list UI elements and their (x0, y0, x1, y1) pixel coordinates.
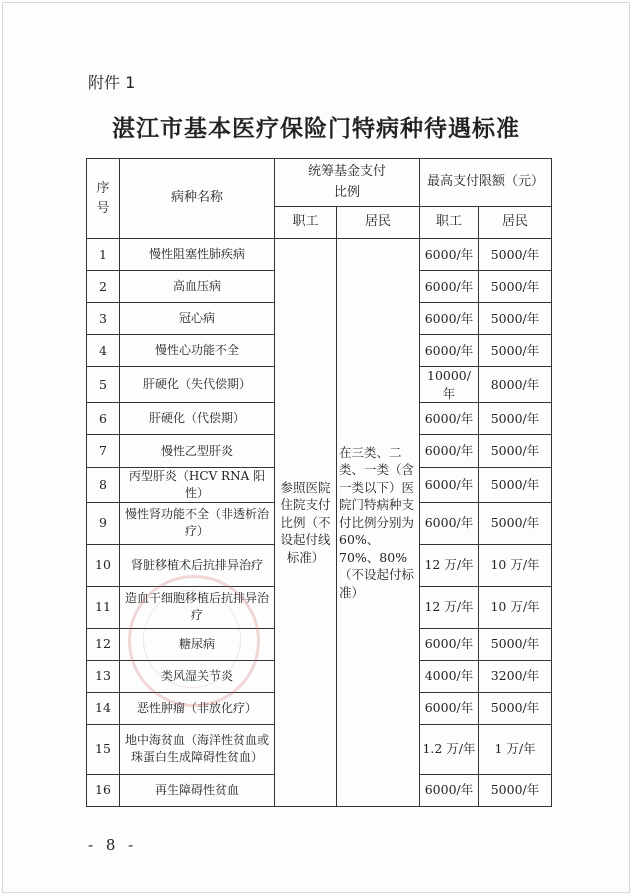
resident-max-limit: 10 万/年 (479, 544, 552, 586)
benefit-standard-table (86, 158, 552, 807)
disease-name: 慢性心功能不全 (120, 335, 275, 367)
employee-max-limit: 6000/年 (420, 468, 479, 503)
row-number: 8 (87, 468, 120, 503)
row-number: 9 (87, 502, 120, 544)
page-number: - 8 - (88, 836, 138, 854)
row-number: 2 (87, 271, 120, 303)
fund-employee-header: 职工 (275, 207, 337, 239)
disease-name: 丙型肝炎（HCV RNA 阳性） (120, 468, 275, 503)
limit-employee-header: 职工 (420, 207, 479, 239)
employee-max-limit: 6000/年 (420, 502, 479, 544)
disease-name: 类风湿关节炎 (120, 660, 275, 692)
disease-name: 肝硬化（失代偿期） (120, 367, 275, 403)
row-number: 4 (87, 335, 120, 367)
resident-max-limit: 5000/年 (479, 335, 552, 367)
employee-max-limit: 6000/年 (420, 628, 479, 660)
resident-max-limit: 5000/年 (479, 303, 552, 335)
employee-max-limit: 6000/年 (420, 303, 479, 335)
row-number: 1 (87, 239, 120, 271)
disease-name: 肝硬化（代偿期） (120, 403, 275, 435)
disease-name: 糖尿病 (120, 628, 275, 660)
resident-max-limit: 3200/年 (479, 660, 552, 692)
employee-max-limit: 6000/年 (420, 403, 479, 435)
row-number: 16 (87, 774, 120, 806)
resident-max-limit: 5000/年 (479, 692, 552, 724)
employee-max-limit: 12 万/年 (420, 586, 479, 628)
row-number: 12 (87, 628, 120, 660)
document-title: 湛江市基本医疗保险门特病种待遇标准 (112, 115, 520, 142)
employee-payment-ratio: 参照医院住院支付比例（不设起付线标准） (275, 239, 337, 807)
resident-max-limit: 1 万/年 (479, 724, 552, 774)
resident-max-limit: 5000/年 (479, 502, 552, 544)
limit-resident-header: 居民 (479, 207, 552, 239)
row-number: 5 (87, 367, 120, 403)
disease-name: 恶性肿瘤（非放化疗） (120, 692, 275, 724)
employee-max-limit: 10000/年 (420, 367, 479, 403)
resident-max-limit: 10 万/年 (479, 586, 552, 628)
row-number: 13 (87, 660, 120, 692)
disease-name: 肾脏移植术后抗排异治疗 (120, 544, 275, 586)
employee-max-limit: 6000/年 (420, 435, 479, 468)
resident-max-limit: 5000/年 (479, 468, 552, 503)
resident-max-limit: 5000/年 (479, 628, 552, 660)
disease-name: 慢性肾功能不全（非透析治疗） (120, 502, 275, 544)
disease-header: 病种名称 (120, 159, 275, 239)
resident-max-limit: 5000/年 (479, 435, 552, 468)
disease-name: 再生障碍性贫血 (120, 774, 275, 806)
resident-max-limit: 5000/年 (479, 403, 552, 435)
table-body (87, 159, 552, 807)
disease-name: 高血压病 (120, 271, 275, 303)
row-number: 7 (87, 435, 120, 468)
resident-max-limit: 5000/年 (479, 774, 552, 806)
row-number: 15 (87, 724, 120, 774)
disease-name: 慢性阻塞性肺疾病 (120, 239, 275, 271)
employee-max-limit: 6000/年 (420, 271, 479, 303)
row-number: 6 (87, 403, 120, 435)
disease-name: 冠心病 (120, 303, 275, 335)
resident-max-limit: 5000/年 (479, 271, 552, 303)
row-number: 10 (87, 544, 120, 586)
fund-resident-header: 居民 (337, 207, 420, 239)
employee-max-limit: 12 万/年 (420, 544, 479, 586)
table-row (87, 239, 552, 271)
employee-max-limit: 6000/年 (420, 692, 479, 724)
attachment-label: 附件 1 (88, 73, 136, 92)
row-number: 14 (87, 692, 120, 724)
disease-name: 地中海贫血（海洋性贫血或珠蛋白生成障碍性贫血） (120, 724, 275, 774)
employee-max-limit: 6000/年 (420, 774, 479, 806)
employee-max-limit: 6000/年 (420, 239, 479, 271)
resident-max-limit: 8000/年 (479, 367, 552, 403)
employee-max-limit: 4000/年 (420, 660, 479, 692)
seq-header: 序号 (87, 159, 120, 239)
resident-payment-ratio: 在三类、二类、一类（含一类以下）医院门特病种支付比例分别为60%、70%、80%（不设起付标准） (337, 239, 420, 807)
fund-ratio-header: 统筹基金支付比例 (275, 159, 420, 207)
disease-name: 造血干细胞移植后抗排异治疗 (120, 586, 275, 628)
row-number: 3 (87, 303, 120, 335)
max-limit-header: 最高支付限额（元） (420, 159, 552, 207)
row-number: 11 (87, 586, 120, 628)
disease-name: 慢性乙型肝炎 (120, 435, 275, 468)
header-row (87, 159, 552, 207)
employee-max-limit: 6000/年 (420, 335, 479, 367)
employee-max-limit: 1.2 万/年 (420, 724, 479, 774)
resident-max-limit: 5000/年 (479, 239, 552, 271)
